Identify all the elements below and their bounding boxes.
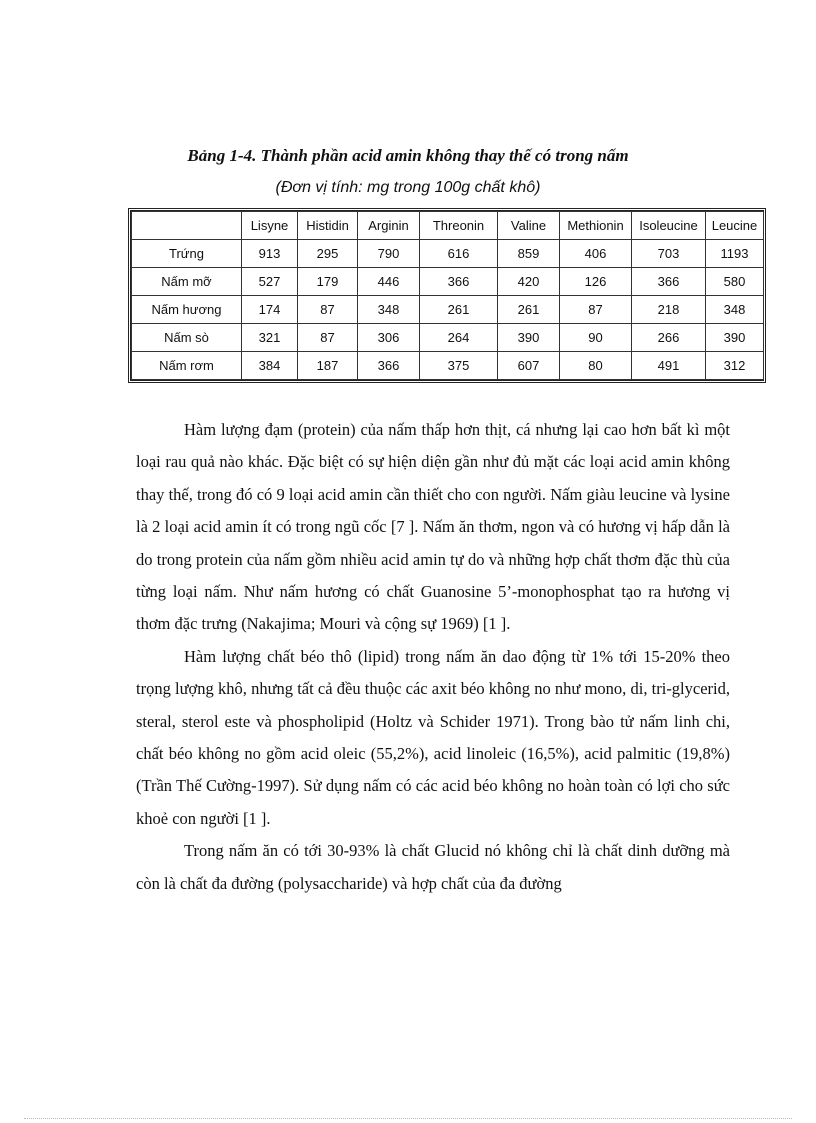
amino-acid-table — [128, 208, 766, 383]
table-row-label: Nấm hương — [132, 296, 242, 324]
table-cell: 187 — [298, 352, 358, 380]
table-cell: 312 — [706, 352, 764, 380]
table-header-cell: Threonin — [420, 212, 498, 240]
table-cell: 859 — [498, 240, 560, 268]
table-cell: 580 — [706, 268, 764, 296]
table-header-cell: Histidin — [298, 212, 358, 240]
table-cell: 87 — [298, 296, 358, 324]
table-cell: 406 — [560, 240, 632, 268]
table-cell: 295 — [298, 240, 358, 268]
table-cell: 446 — [358, 268, 420, 296]
table-cell: 87 — [560, 296, 632, 324]
table-header-cell: Valine — [498, 212, 560, 240]
table-cell: 366 — [358, 352, 420, 380]
paragraph-lipid: Hàm lượng chất béo thô (lipid) trong nấm ăn dao động từ 1% tới 15-20% theo trọng lượng khô, nhưng tất cả đều thuộc các axit béo không no như mono, di, tri-glycerid, steral, sterol este và phospholipid (Holtz và Schider 1971). Trong bào tử nấm linh chi, chất béo không no gồm acid oleic (55,2%), acid linoleic (16,5%), acid palmitic (19,8%) (Trần Thế Cường-1997). Sử dụng nấm có các acid béo không no hoàn toàn có lợi cho sức khoẻ con người [1 ]. — [136, 646, 730, 828]
table-cell: 348 — [706, 296, 764, 324]
table-cell: 607 — [498, 352, 560, 380]
table-cell: 491 — [632, 352, 706, 380]
table-header-cell: Lisyne — [242, 212, 298, 240]
table-cell: 266 — [632, 324, 706, 352]
table-cell: 527 — [242, 268, 298, 296]
table-cell: 306 — [358, 324, 420, 352]
table-header-cell — [132, 212, 242, 240]
table-cell: 261 — [420, 296, 498, 324]
table-cell: 366 — [632, 268, 706, 296]
table-unit-note: (Đơn vị tính: mg trong 100g chất khô) — [275, 179, 541, 196]
table-cell: 264 — [420, 324, 498, 352]
table-row — [132, 240, 764, 268]
table-cell: 261 — [498, 296, 560, 324]
table-cell: 790 — [358, 240, 420, 268]
table-cell: 87 — [298, 324, 358, 352]
table-cell: 390 — [706, 324, 764, 352]
table-header-cell: Leucine — [706, 212, 764, 240]
table-cell: 390 — [498, 324, 560, 352]
paragraph-glucid: Trong nấm ăn có tới 30-93% là chất Glucid nó không chỉ là chất dinh dưỡng mà còn là chất đa đường (polysaccharide) và hợp chất của đa đường — [136, 841, 730, 893]
table-cell: 420 — [498, 268, 560, 296]
table-row — [132, 324, 764, 352]
table-row-label: Nấm mỡ — [132, 268, 242, 296]
table-title: Bảng 1-4. Thành phần acid amin không thay thế có trong nấm — [187, 146, 629, 165]
table-cell: 126 — [560, 268, 632, 296]
table-row-label: Nấm rơm — [132, 352, 242, 380]
table-cell: 1193 — [706, 240, 764, 268]
table-header-row — [132, 212, 764, 240]
paragraph-protein: Hàm lượng đạm (protein) của nấm thấp hơn thịt, cá nhưng lại cao hơn bất kì một loại rau quả nào khác. Đặc biệt có sự hiện diện gần như đủ mặt các loại acid amin không thay thế, trong đó có 9 loại acid amin cần thiết cho con người. Nấm giàu leucine và lysine là 2 loại acid amin ít có trong ngũ cốc [7 ]. Nấm ăn thơm, ngon và có hương vị hấp dẫn là do trong protein của nấm gồm nhiều acid amin tự do và những hợp chất thơm đặc thù của từng loại nấm. Như nấm hương có chất Guanosine 5’-monophosphat tạo ra hương vị thơm đặc trưng (Nakajima; Mouri và cộng sự 1969) [1 ]. — [136, 420, 730, 634]
table-cell: 90 — [560, 324, 632, 352]
table-cell: 218 — [632, 296, 706, 324]
table-cell: 321 — [242, 324, 298, 352]
table-row — [132, 352, 764, 380]
table-cell: 80 — [560, 352, 632, 380]
table-row-label: Trứng — [132, 240, 242, 268]
table-cell: 348 — [358, 296, 420, 324]
table-cell: 616 — [420, 240, 498, 268]
table-header-cell: Methionin — [560, 212, 632, 240]
table-cell: 366 — [420, 268, 498, 296]
table-header-cell: Isoleucine — [632, 212, 706, 240]
table-cell: 375 — [420, 352, 498, 380]
body-text — [136, 414, 730, 900]
table-cell: 174 — [242, 296, 298, 324]
page-footer-divider — [24, 1118, 792, 1119]
table-row-label: Nấm sò — [132, 324, 242, 352]
table-row — [132, 296, 764, 324]
table-cell: 913 — [242, 240, 298, 268]
table-cell: 384 — [242, 352, 298, 380]
table-header-cell: Arginin — [358, 212, 420, 240]
table-cell: 703 — [632, 240, 706, 268]
table-cell: 179 — [298, 268, 358, 296]
table-row — [132, 268, 764, 296]
